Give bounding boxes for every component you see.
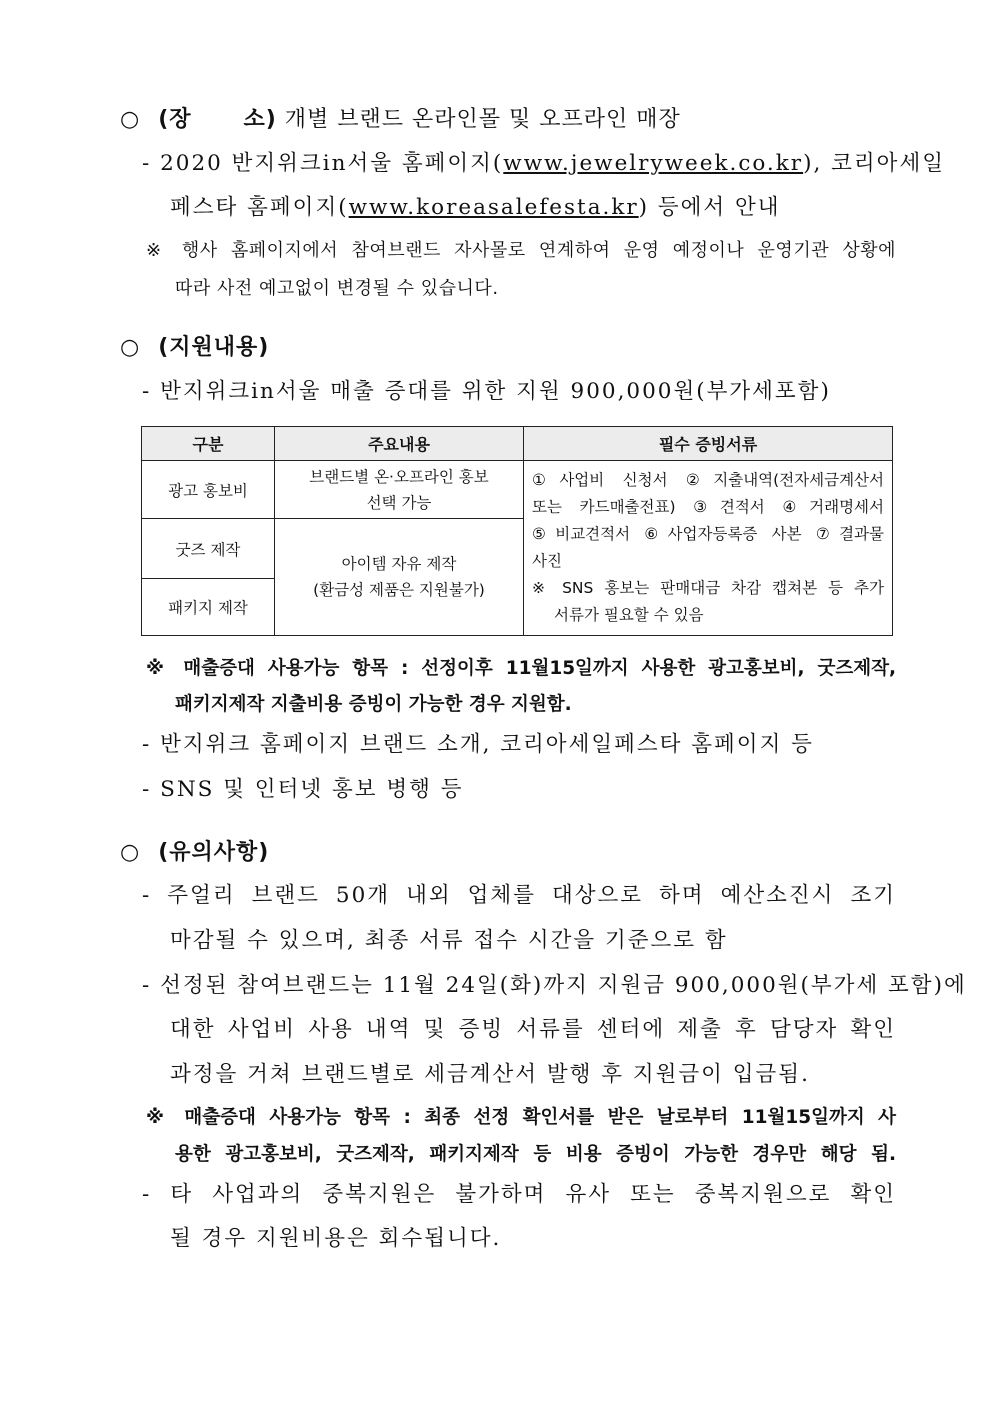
p2-text: - 선정된 참여브랜드는 11월 24일(화)까지 지원금 900,000원(부가세 포함)에	[142, 973, 967, 998]
note-text-1: ※ 행사 홈페이지에서 참여브랜드 자사몰로 연계하여 운영 예정이나 운영기관 상황에	[146, 240, 896, 261]
line1-suffix: ), 코리아세일	[803, 151, 945, 176]
support-key: (지원내용)	[158, 335, 270, 360]
notes-p2-line-1	[142, 968, 967, 999]
bullet: ○	[120, 107, 141, 132]
notes-p1-line-1	[142, 878, 896, 909]
row1-content	[275, 461, 524, 519]
support-bold-note-2: 패키지제작 지출비용 증빙이 가능한 경우 지원함.	[175, 694, 572, 715]
notes-p3-line-2: 될 경우 지원비용은 회수됩니다.	[170, 1226, 502, 1251]
bold-note-text: ※ 매출증대 사용가능 항목 : 선정이후 11월15일까지 사용한 광고홍보비, 굿즈제작,	[146, 658, 896, 679]
row23-content-line: (환금성 제품은 지원불가)	[313, 581, 485, 599]
location-key: (장 소)	[158, 107, 277, 132]
notes-heading	[120, 835, 269, 866]
support-line-1: - 반지위크in서울 매출 증대를 위한 지원 900,000원(부가세포함)	[142, 379, 831, 404]
row1-content-line: 브랜드별 온·오프라인 홍보	[309, 467, 489, 486]
req-line: ※ SNS 홍보는 판매대금 차감 캡쳐본 등 추가	[532, 579, 884, 597]
bullet: ○	[120, 335, 141, 360]
support-bold-note-1	[146, 654, 896, 680]
location-line-2	[170, 190, 781, 221]
location-note-line-2: 따라 사전 예고없이 변경될 수 있습니다.	[175, 278, 499, 299]
req-line: 서류가 필요할 수 있음	[554, 606, 704, 624]
support-line-2: - 반지위크 홈페이지 브랜드 소개, 코리아세일페스타 홈페이지 등	[142, 732, 814, 757]
p2-text: 대한 사업비 사용 내역 및 증빙 서류를 센터에 제출 후 담당자 확인	[170, 1017, 896, 1042]
notes-p1-line-2: 마감될 수 있으며, 최종 서류 접수 시간을 기준으로 함	[170, 928, 728, 953]
koreasalefesta-link[interactable]: www.koreasalefesta.kr	[348, 195, 639, 220]
header-documents: 필수 증빙서류	[524, 427, 893, 461]
location-note-line-1	[146, 236, 896, 262]
support-table	[141, 426, 893, 636]
line2-prefix: 페스타 홈페이지(	[170, 195, 349, 220]
support-heading	[120, 330, 269, 361]
notes-p2-line-2	[170, 1012, 896, 1043]
row1-content-line: 선택 가능	[366, 493, 432, 512]
notes-key: (유의사항)	[158, 840, 270, 865]
req-line: 또는 카드매출전표) ③견적서 ④거래명세서	[532, 498, 884, 516]
req-line: ⑤비교견적서 ⑥사업자등록증 사본 ⑦결과물	[532, 525, 884, 543]
notes-p2-line-3: 과정을 거쳐 브랜드별로 세금계산서 발행 후 지원금이 입금됨.	[170, 1062, 810, 1087]
row3-category: 패키지 제작	[142, 579, 275, 636]
header-content: 주요내용	[275, 427, 524, 461]
required-documents-cell	[524, 461, 893, 636]
location-heading	[120, 102, 681, 133]
notes-bold-note-2	[175, 1140, 896, 1166]
p3-text: - 타 사업과의 중복지원은 불가하며 유사 또는 중복지원으로 확인	[142, 1182, 896, 1207]
notes-bold-note-1	[146, 1103, 896, 1129]
location-text: 개별 브랜드 온라인몰 및 오프라인 매장	[276, 107, 681, 132]
row2-category: 굿즈 제작	[142, 519, 275, 579]
bullet: ○	[120, 840, 141, 865]
req-line: ①사업비 신청서 ②지출내역(전자세금계산서	[532, 471, 884, 489]
req-line: 사진	[532, 552, 562, 570]
notes-p3-line-1	[142, 1177, 896, 1208]
line1-prefix: - 2020 반지위크in서울 홈페이지(	[142, 151, 504, 176]
row23-content	[275, 519, 524, 636]
bold-note-text: 용한 광고홍보비, 굿즈제작, 패키지제작 등 비용 증빙이 가능한 경우만 해당 됨.	[175, 1144, 896, 1165]
bold-note-text: ※ 매출증대 사용가능 항목 : 최종 선정 확인서를 받은 날로부터 11월15일까지 사	[146, 1107, 896, 1128]
p1-text: - 주얼리 브랜드 50개 내외 업체를 대상으로 하며 예산소진시 조기	[142, 883, 896, 908]
jewelryweek-link[interactable]: www.jewelryweek.co.kr	[503, 151, 804, 176]
row23-content-line: 아이템 자유 제작	[341, 555, 457, 573]
table-row	[142, 461, 893, 519]
support-line-3: - SNS 및 인터넷 홍보 병행 등	[142, 777, 464, 802]
table-header-row	[142, 427, 893, 461]
location-line-1	[142, 146, 945, 177]
line2-suffix: ) 등에서 안내	[638, 195, 781, 220]
header-category: 구분	[142, 427, 275, 461]
row1-category: 광고 홍보비	[142, 461, 275, 519]
